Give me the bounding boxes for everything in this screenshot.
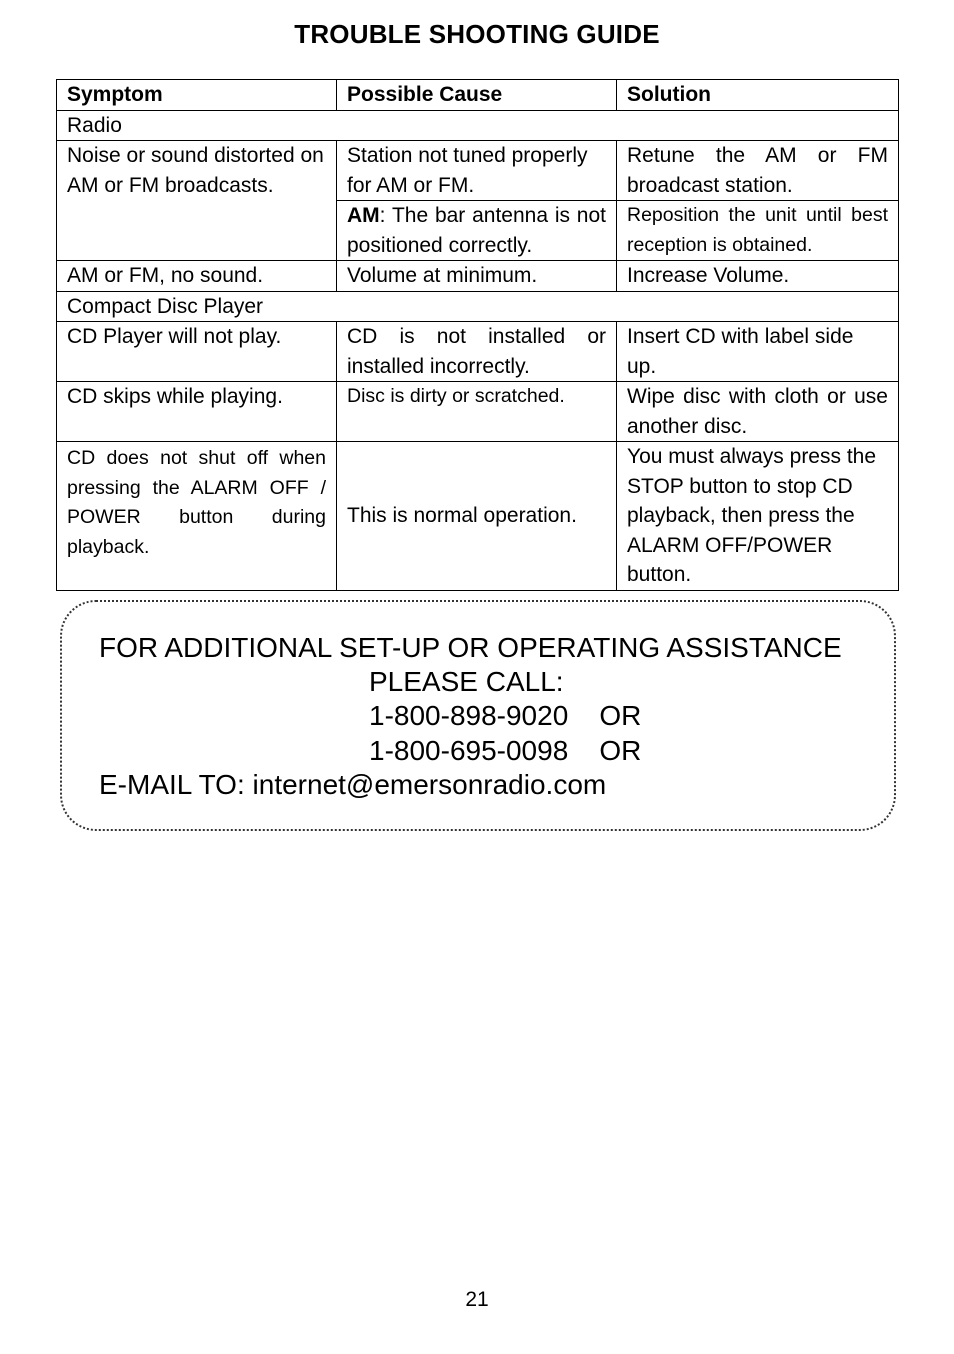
- section-heading-cd: Compact Disc Player: [57, 291, 899, 322]
- header-row: [57, 80, 899, 111]
- section-heading-radio: Radio: [57, 110, 899, 141]
- page-title: TROUBLE SHOOTING GUIDE: [294, 19, 660, 49]
- cause-cell: CD is not installed or installed incorrectly.: [337, 322, 617, 382]
- table-row: [57, 261, 899, 292]
- assistance-heading: FOR ADDITIONAL SET-UP OR OPERATING ASSISTANCE: [99, 632, 842, 663]
- section-row-cd: [57, 291, 899, 322]
- solution-cell: Insert CD with label side up.: [617, 322, 899, 382]
- contact-box: [60, 600, 896, 831]
- symptom-cell: Noise or sound distorted on AM or FM broadcasts.: [57, 141, 337, 261]
- symptom-cell: CD skips while playing.: [57, 382, 337, 442]
- section-row-radio: [57, 110, 899, 141]
- cause-cell: This is normal operation.: [337, 442, 617, 591]
- cause-cell: Station not tuned properly for AM or FM.: [337, 141, 617, 201]
- solution-cell: You must always press the STOP button to stop CD playback, then press the ALARM OFF/POWER button.: [617, 442, 899, 591]
- cause-text: : The bar antenna is not positioned correctly.: [347, 204, 606, 257]
- solution-cell: Retune the AM or FM broadcast station.: [617, 141, 899, 201]
- phone-number-2: 1-800-695-0098 OR: [369, 735, 642, 766]
- cause-cell: Volume at minimum.: [337, 261, 617, 292]
- table-row: [57, 382, 899, 442]
- troubleshooting-table: [56, 79, 899, 591]
- email-line: E-MAIL TO: internet@emersonradio.com: [99, 769, 607, 800]
- phone-number-1: 1-800-898-9020 OR: [369, 700, 642, 731]
- page-number: 21: [465, 1288, 489, 1311]
- cause-bold-label: AM: [347, 204, 380, 227]
- column-header-symptom: Symptom: [57, 80, 337, 111]
- column-header-cause: Possible Cause: [337, 80, 617, 111]
- cause-cell: Disc is dirty or scratched.: [337, 382, 617, 442]
- solution-cell: Wipe disc with cloth or use another disc.: [617, 382, 899, 442]
- solution-cell: Increase Volume.: [617, 261, 899, 292]
- table-row: [57, 442, 899, 591]
- table-row: [57, 141, 899, 201]
- please-call-label: PLEASE CALL:: [369, 666, 564, 697]
- symptom-cell: CD does not shut off when pressing the ALARM OFF / POWER button during playback.: [57, 442, 337, 591]
- cause-cell: [337, 201, 617, 261]
- symptom-cell: AM or FM, no sound.: [57, 261, 337, 292]
- table-row: [57, 322, 899, 382]
- solution-cell: Reposition the unit until best reception is obtained.: [617, 201, 899, 261]
- symptom-cell: CD Player will not play.: [57, 322, 337, 382]
- column-header-solution: Solution: [617, 80, 899, 111]
